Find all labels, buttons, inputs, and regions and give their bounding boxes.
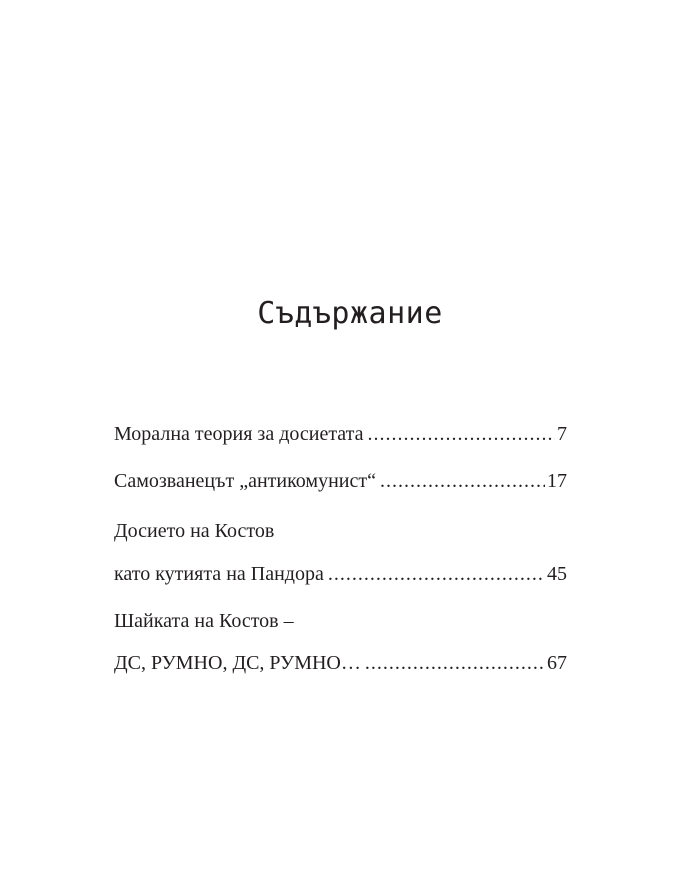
toc-entry-title-line2: ДС, РУМНО, ДС, РУМНО… — [114, 652, 361, 674]
toc-entry-line2 — [114, 561, 567, 587]
toc-entry-title-line1: Досието на Костов — [114, 520, 275, 542]
toc-entry-title: Самозванецът „антикомунист“ — [114, 470, 376, 492]
dot-leader — [365, 650, 545, 676]
toc-page-number: 7 — [557, 423, 567, 445]
dot-leader — [368, 421, 555, 447]
toc-page-number: 17 — [547, 470, 567, 492]
toc-entry-title: Моралнa теория за досиетата — [114, 423, 364, 445]
page-title: Съдържание — [257, 296, 443, 331]
toc-entry — [114, 421, 567, 447]
toc-entry-line1 — [114, 608, 567, 634]
toc-page-number: 67 — [547, 652, 567, 674]
toc-page-number: 45 — [547, 563, 567, 585]
toc-entry-line1 — [114, 518, 567, 544]
toc-entry-title-line1: Шайката на Костов – — [114, 610, 294, 632]
toc-entry-line2 — [114, 650, 567, 676]
toc-entry — [114, 468, 567, 494]
dot-leader — [380, 468, 545, 494]
dot-leader — [328, 561, 545, 587]
toc-entry-title-line2: като кутията на Пандора — [114, 563, 324, 585]
